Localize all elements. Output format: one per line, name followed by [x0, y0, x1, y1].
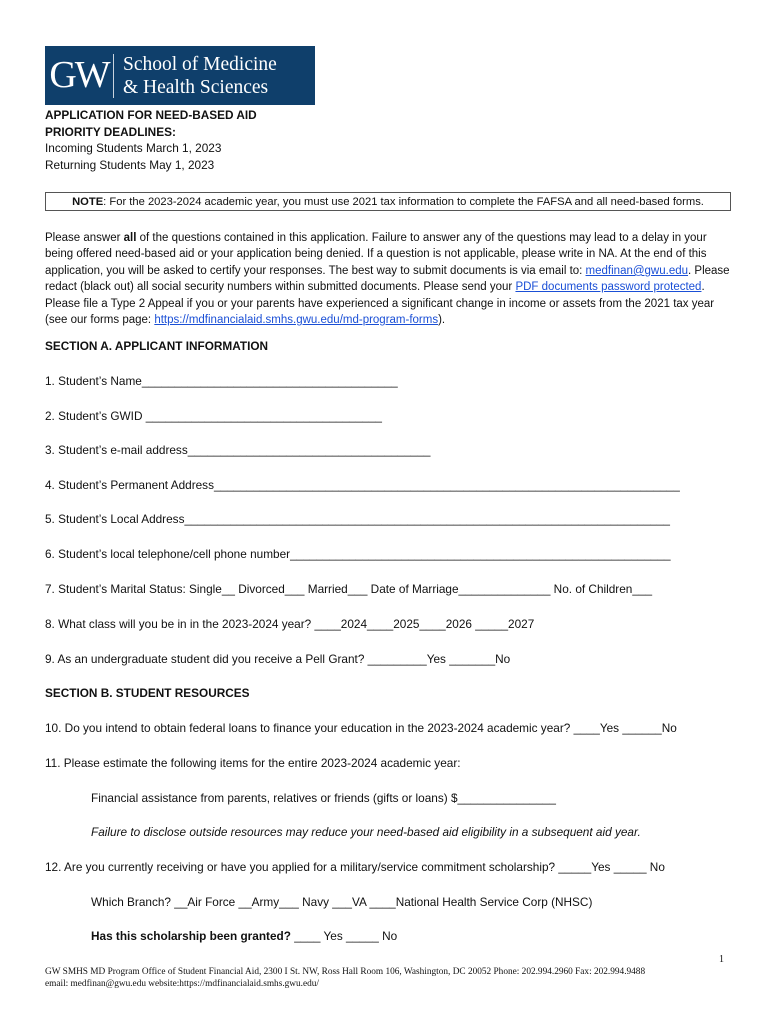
incoming-deadline: Incoming Students March 1, 2023	[45, 141, 222, 155]
logo-name	[123, 53, 277, 99]
forms-page-link[interactable]: https://mdfinancialaid.smhs.gwu.edu/md-program-forms	[154, 314, 439, 327]
note-text: : For the 2023-2024 academic year, you must use 2021 tax information to complete the FAFSA and all need-based forms.	[103, 196, 704, 208]
page-number: 1	[719, 954, 724, 965]
footer-address: GW SMHS MD Program Office of Student Financial Aid, 2300 I St. NW, Ross Hall Room 106, Washington, DC 20052 Phone: 202.994.2960 Fax: 202.994.9488	[45, 967, 646, 977]
intro-emphasis: all	[123, 232, 137, 244]
q12-military-scholarship[interactable]: 12. Are you currently receiving or have you applied for a military/service commitment scholarship? _____Yes _____ No	[45, 860, 665, 874]
q12b-label: Has this scholarship been granted?	[91, 929, 291, 943]
page-footer	[45, 966, 645, 990]
q12b-options: ____ Yes _____ No	[290, 929, 398, 943]
gw-smhs-logo	[45, 46, 315, 105]
q7-marital-status[interactable]: 7. Student’s Marital Status: Single__ Divorced___ Married___ Date of Marriage______________ No. of Children___	[45, 582, 653, 596]
intro-text-3: . Please redact (black out) all social security numbers within submitted documents. Please send your	[45, 264, 730, 294]
q6-phone[interactable]: 6. Student’s local telephone/cell phone number__________________________________________________________	[45, 547, 671, 561]
logo-line-1: School of Medicine	[123, 53, 277, 75]
document-header	[45, 107, 257, 173]
q11b-disclosure-warning: Failure to disclose outside resources may reduce your need-based aid eligibility in a subsequent aid year.	[91, 825, 641, 839]
intro-text-5: ).	[438, 314, 446, 327]
pdf-password-link[interactable]: PDF documents password protected	[515, 281, 702, 294]
section-a-heading: SECTION A. APPLICANT INFORMATION	[45, 339, 269, 353]
logo-line-2: & Health Sciences	[123, 76, 269, 98]
logo-divider	[113, 54, 114, 98]
logo-mark: GW	[49, 54, 109, 96]
section-b-heading: SECTION B. STUDENT RESOURCES	[45, 686, 250, 700]
q9-pell-grant[interactable]: 9. As an undergraduate student did you receive a Pell Grant? _________Yes _______No	[45, 652, 511, 666]
q12b-scholarship-granted[interactable]	[91, 928, 397, 944]
instructions-paragraph	[45, 230, 735, 328]
q1-student-name[interactable]: 1. Student’s Name_______________________________________	[45, 374, 398, 388]
q8-class-year[interactable]: 8. What class will you be in in the 2023-2024 year? ____2024____2025____2026 _____2027	[45, 617, 535, 631]
q2-student-gwid[interactable]: 2. Student’s GWID ____________________________________	[45, 409, 382, 423]
intro-text-1: Please answer	[45, 232, 124, 244]
document-title: APPLICATION FOR NEED-BASED AID	[45, 108, 257, 122]
note-label: NOTE	[72, 196, 104, 208]
q10-federal-loans[interactable]: 10. Do you intend to obtain federal loans to finance your education in the 2023-2024 academic year? ____Yes ______No	[45, 721, 677, 735]
intro-text-2: of the questions contained in this application. Failure to answer any of the questions may lead to a delay in your being offered need-based aid or your application being denied. If a question is not applicable, please write in NA. At the end of this application, you will be asked to certify your responses. The best way to submit documents is via email to:	[45, 232, 707, 277]
q11-estimate-heading: 11. Please estimate the following items for the entire 2023-2024 academic year:	[45, 756, 461, 770]
tax-year-note	[45, 192, 731, 211]
q11a-family-assistance[interactable]: Financial assistance from parents, relatives or friends (gifts or loans) $_______________	[91, 791, 556, 805]
footer-contact: email: medfinan@gwu.edu website:https://mdfinancialaid.smhs.gwu.edu/	[45, 979, 319, 989]
q3-student-email[interactable]: 3. Student’s e-mail address_____________________________________	[45, 443, 431, 457]
email-link[interactable]: medfinan@gwu.edu	[585, 264, 689, 277]
q12a-branch[interactable]: Which Branch? __Air Force __Army___ Navy ___VA ____National Health Service Corp (NHSC)	[91, 895, 593, 909]
deadlines-title: PRIORITY DEADLINES:	[45, 124, 176, 139]
intro-text-4: . Please file a Type 2 Appeal if you or your parents have experienced a significant change in income or assets from the 2021 tax year (see our forms page:	[45, 281, 715, 327]
returning-deadline: Returning Students May 1, 2023	[45, 157, 215, 172]
q4-permanent-address[interactable]: 4. Student’s Permanent Address_______________________________________________________________________	[45, 478, 680, 492]
q5-local-address[interactable]: 5. Student’s Local Address__________________________________________________________________________	[45, 512, 670, 526]
